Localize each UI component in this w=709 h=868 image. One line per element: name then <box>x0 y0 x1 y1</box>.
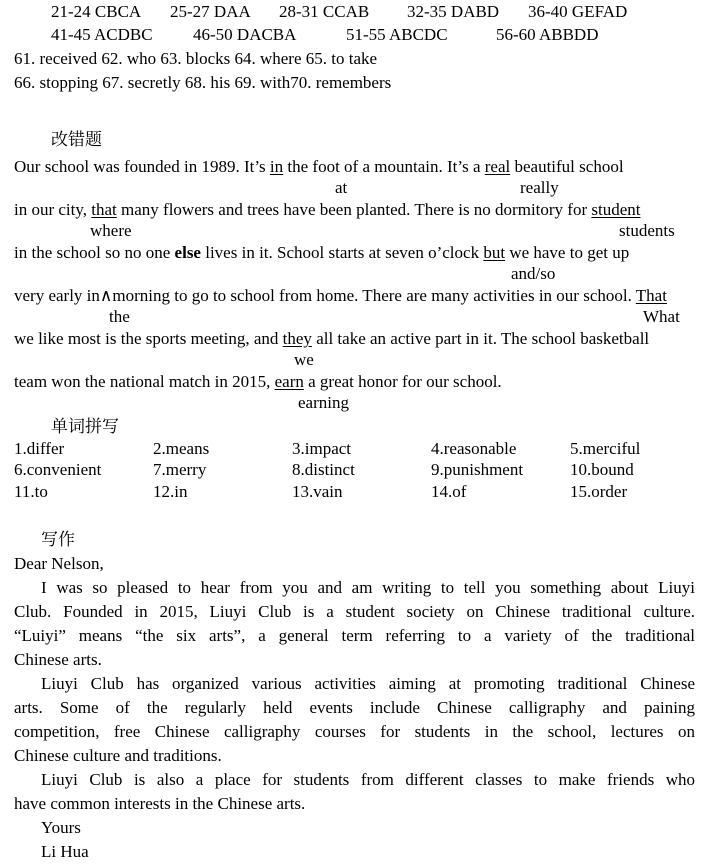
letter-line: I was so pleased to hear from you and am writing to tell you something about Liuyi <box>41 578 695 597</box>
answer-group: 46-50 DACBA <box>193 25 297 44</box>
correction-line-5 <box>14 329 649 349</box>
text: many flowers and trees have been planted. There is no dormitory for <box>116 200 592 219</box>
spelling-item: 15.order <box>570 482 628 501</box>
spelling-item: 2.means <box>153 439 210 458</box>
marked-word: real <box>484 157 511 176</box>
correction-answer: the <box>109 307 130 326</box>
correction-line-2 <box>14 200 640 220</box>
text: in our city, <box>14 200 92 219</box>
letter-line: have common interests in the Chinese arts. <box>14 794 306 813</box>
text: lives in it. School starts at seven o’clock <box>200 243 484 262</box>
spelling-item: 8.distinct <box>292 460 355 479</box>
spelling-item: 9.punishment <box>431 460 524 479</box>
correction-line-4 <box>14 286 667 306</box>
spelling-item: 7.merry <box>153 460 207 479</box>
letter-line: arts. Some of the regularly held events include Chinese calligraphy and paining <box>14 698 695 717</box>
section-heading-spelling: 单词拼写 <box>51 417 119 437</box>
spelling-item: 6.convenient <box>14 460 102 479</box>
correction-answer: at <box>335 178 348 197</box>
letter-line: Chinese arts. <box>14 650 102 669</box>
section-heading-writing: 写作 <box>41 530 75 550</box>
text: morning to go to school from home. There are many activities in our school. <box>112 286 636 305</box>
correction-answer: where <box>90 221 132 240</box>
correction-line-6 <box>14 372 502 392</box>
marked-word: earn <box>274 372 304 391</box>
spelling-item: 10.bound <box>570 460 634 479</box>
marked-word: that <box>91 200 117 219</box>
spelling-item: 11.to <box>14 482 48 501</box>
spelling-item: 14.of <box>431 482 467 501</box>
answer-group: 36-40 GEFAD <box>528 2 628 21</box>
answer-group: 25-27 DAA <box>170 2 251 21</box>
correction-line-1 <box>14 157 624 177</box>
text: we have to get up <box>505 243 630 262</box>
spelling-item: 3.impact <box>292 439 352 458</box>
answer-line: 66. stopping 67. secretly 68. his 69. with70. remembers <box>14 73 392 92</box>
text: all take an active part in it. The school basketball <box>311 329 650 348</box>
spelling-item: 1.differ <box>14 439 65 458</box>
marked-word: else <box>174 243 201 262</box>
letter-line: Liuyi Club has organized various activities aiming at promoting traditional Chinese <box>41 674 695 693</box>
letter-line: competition, free Chinese calligraphy courses for students in the school, lectures on <box>14 722 695 741</box>
letter-line: Chinese culture and traditions. <box>14 746 222 765</box>
text: the foot of a mountain. It’s a <box>283 157 485 176</box>
section-heading-error-correction: 改错题 <box>51 130 102 150</box>
text: in the school so no one <box>14 243 175 262</box>
answer-group: 28-31 CCAB <box>279 2 370 21</box>
answer-group: 56-60 ABBDD <box>496 25 599 44</box>
text: we like most is the sports meeting, and <box>14 329 283 348</box>
correction-answer: students <box>619 221 675 240</box>
marked-word: they <box>282 329 312 348</box>
spelling-item: 5.merciful <box>570 439 641 458</box>
letter-signature: Li Hua <box>41 842 89 861</box>
answer-group: 21-24 CBCA <box>51 2 142 21</box>
marked-word: student <box>591 200 641 219</box>
correction-answer: earning <box>298 393 349 412</box>
letter-closing: Yours <box>41 818 81 837</box>
spelling-item: 4.reasonable <box>431 439 517 458</box>
insertion-caret-icon: ∧ <box>99 286 113 305</box>
correction-answer: and/so <box>511 264 556 283</box>
correction-line-3 <box>14 243 629 263</box>
marked-word: in <box>269 157 284 176</box>
correction-answer: What <box>643 307 680 326</box>
correction-answer: really <box>520 178 559 197</box>
spelling-item: 13.vain <box>292 482 343 501</box>
answer-group: 32-35 DABD <box>407 2 500 21</box>
marked-word: That <box>635 286 667 305</box>
text: a great honor for our school. <box>303 372 502 391</box>
text: team won the national match in 2015, <box>14 372 275 391</box>
correction-answer: we <box>294 350 314 369</box>
letter-line: “Luiyi” means “the six arts”, a general term referring to a variety of the traditional <box>14 626 695 645</box>
answer-group: 41-45 ACDBC <box>51 25 153 44</box>
spelling-item: 12.in <box>153 482 188 501</box>
marked-word: but <box>483 243 506 262</box>
letter-line: Club. Founded in 2015, Liuyi Club is a student society on Chinese traditional culture. <box>14 602 695 621</box>
answer-line: 61. received 62. who 63. blocks 64. where 65. to take <box>14 49 378 68</box>
letter-greeting: Dear Nelson, <box>14 554 104 573</box>
text: Our school was founded in 1989. It’s <box>14 157 270 176</box>
letter-line: Liuyi Club is also a place for students from different classes to make friends who <box>41 770 695 789</box>
text: beautiful school <box>510 157 624 176</box>
text: very early in <box>14 286 100 305</box>
answer-group: 51-55 ABCDC <box>346 25 448 44</box>
